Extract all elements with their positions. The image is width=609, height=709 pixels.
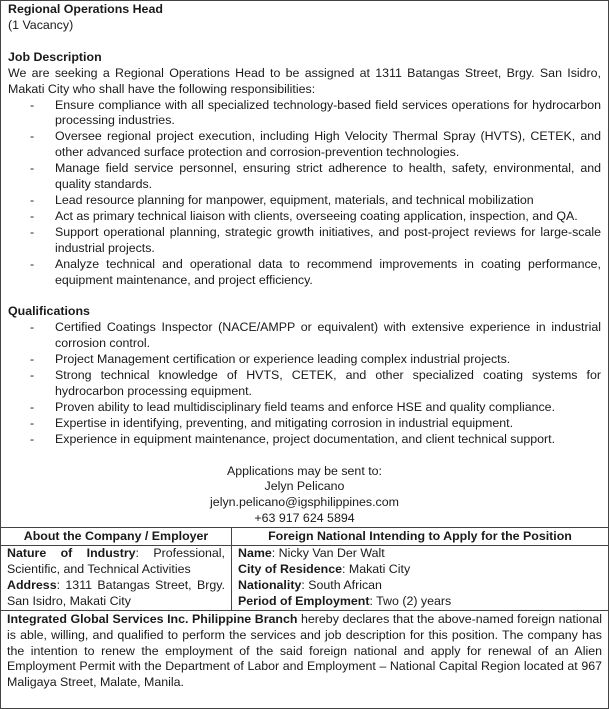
responsibility-item-text: Support operational planning, strategic growth initiatives, and post-project reviews for large-scale industrial projects. — [55, 224, 601, 255]
fn-nationality-value: South African — [308, 577, 382, 592]
responsibility-item-text: Ensure compliance with all specialized technology-based field services operations for hydrocarbon processing industries. — [55, 97, 601, 128]
vacancy-count: (1 Vacancy) — [8, 17, 74, 32]
dash-bullet-icon: - — [30, 208, 35, 223]
foreign-national-details — [232, 546, 609, 610]
responsibility-item — [8, 193, 601, 209]
info-table — [1, 527, 608, 610]
dash-bullet-icon: - — [30, 431, 35, 446]
foreign-national-heading: Foreign National Intending to Apply for the Position — [232, 528, 609, 546]
responsibility-item-text: Lead resource planning for manpower, equipment, materials, and technical mobilization — [55, 192, 534, 207]
qualifications-heading: Qualifications — [8, 304, 90, 319]
fn-city-value: Makati City — [348, 562, 411, 576]
fn-nationality-row: Nationality: South African — [238, 577, 382, 592]
address-value: 1311 Batangas Street, Brgy. San Isidro, Makati City — [7, 577, 225, 608]
qualification-item — [8, 400, 601, 416]
position-title: Regional Operations Head — [8, 2, 163, 16]
address-label: Address — [7, 577, 57, 592]
qualification-item — [8, 416, 601, 432]
notice-body — [1, 1, 608, 527]
industry-row: Nature of Industry: Professional, Scientific, and Technical Activities — [7, 546, 225, 576]
job-description-heading: Job Description — [8, 49, 102, 64]
responsibility-item — [8, 161, 601, 193]
qualification-item-text: Strong technical knowledge of HVTS, CETEK, and other specialized coating systems for hydrocarbon processing equipment. — [55, 368, 601, 398]
responsibility-item-text: Oversee regional project execution, including High Velocity Thermal Spray (HVTS), CETEK, and other advanced surface protection and corrosion-prevention technologies. — [55, 129, 601, 160]
dash-bullet-icon: - — [30, 129, 35, 144]
qualification-item — [8, 432, 601, 448]
dash-bullet-icon: - — [30, 352, 35, 367]
dash-bullet-icon: - — [30, 399, 35, 414]
responsibility-item-text: Manage field service personnel, ensuring strict adherence to health, safety, environmental, and quality standards. — [55, 161, 601, 192]
fn-name-row: Name: Nicky Van Der Walt — [238, 546, 385, 561]
fn-period-label: Period of Employment — [238, 593, 370, 608]
declaration — [1, 610, 608, 692]
dash-bullet-icon: - — [30, 192, 35, 207]
qualification-item-text: Expertise in identifying, preventing, and mitigating corrosion in industrial equipment. — [55, 415, 514, 430]
dash-bullet-icon: - — [30, 161, 35, 176]
qualification-item — [8, 320, 601, 352]
company-details — [1, 546, 232, 610]
contact-name: Jelyn Pelicano — [264, 479, 345, 494]
contact-email[interactable]: jelyn.pelicano@igsphilippines.com — [210, 495, 399, 510]
company-heading: About the Company / Employer — [1, 528, 232, 546]
dash-bullet-icon: - — [30, 224, 35, 239]
qualification-item — [8, 352, 601, 368]
fn-city-label: City of Residence — [238, 562, 342, 576]
address-row: Address: 1311 Batangas Street, Brgy. San Isidro, Makati City — [7, 577, 225, 608]
dash-bullet-icon: - — [30, 97, 35, 112]
fn-period-value: Two (2) years — [376, 593, 452, 608]
fn-city-row: City of Residence: Makati City — [238, 562, 411, 576]
industry-value: Professional, Scientific, and Technical Activities — [7, 546, 225, 576]
dash-bullet-icon: - — [30, 415, 35, 430]
qualification-item-text: Certified Coatings Inspector (NACE/AMPP or equivalent) with extensive experience in industrial corrosion control. — [55, 320, 601, 351]
declaration-company: Integrated Global Services Inc. Philippine Branch — [7, 611, 298, 626]
responsibility-item — [8, 257, 601, 289]
responsibility-item — [8, 209, 601, 225]
qualification-item — [8, 368, 601, 400]
fn-name-value: Nicky Van Der Walt — [278, 546, 385, 561]
responsibility-item-text: Act as primary technical liaison with clients, overseeing coating application, inspection, and QA. — [55, 208, 578, 223]
dash-bullet-icon: - — [30, 320, 35, 335]
qualification-item-text: Experience in equipment maintenance, project documentation, and client technical support. — [55, 431, 556, 446]
responsibilities-list — [8, 98, 601, 289]
responsibility-item — [8, 225, 601, 257]
job-description-intro: We are seeking a Regional Operations Head to be assigned at 1311 Batangas Street, Brgy. San Isidro, Makati City who shall have the following responsibilities: — [8, 65, 601, 96]
industry-label: Nature of Industry — [7, 546, 136, 561]
responsibility-item — [8, 129, 601, 161]
dash-bullet-icon: - — [30, 256, 35, 271]
fn-period-row: Period of Employment: Two (2) years — [238, 593, 452, 608]
declaration-text: hereby declares that the above-named foreign national is able, willing, and qualified to perform the services and job description for this position. The company has the intention to renew the employment of the said foreign national and apply for renewal of an Alien Employment Permit with the Department of Labor and Employment – National Capital Region located at 967 Maligaya Street, Malate, Manila. — [7, 611, 602, 690]
contact-intro: Applications may be sent to: — [227, 463, 382, 478]
fn-nationality-label: Nationality — [238, 577, 302, 592]
qualifications-list — [8, 320, 601, 447]
contact-phone[interactable]: +63 917 624 5894 — [254, 511, 355, 526]
qualification-item-text: Proven ability to lead multidisciplinary field teams and enforce HSE and quality compliance. — [55, 399, 556, 414]
dash-bullet-icon: - — [30, 368, 35, 383]
responsibility-item — [8, 98, 601, 130]
contact-block — [8, 464, 601, 528]
responsibility-item-text: Analyze technical and operational data to recommend improvements in coating performance, equipment maintenance, and project efficiency. — [55, 256, 601, 287]
qualification-item-text: Project Management certification or experience leading complex industrial projects. — [55, 352, 511, 367]
fn-name-label: Name — [238, 546, 272, 561]
